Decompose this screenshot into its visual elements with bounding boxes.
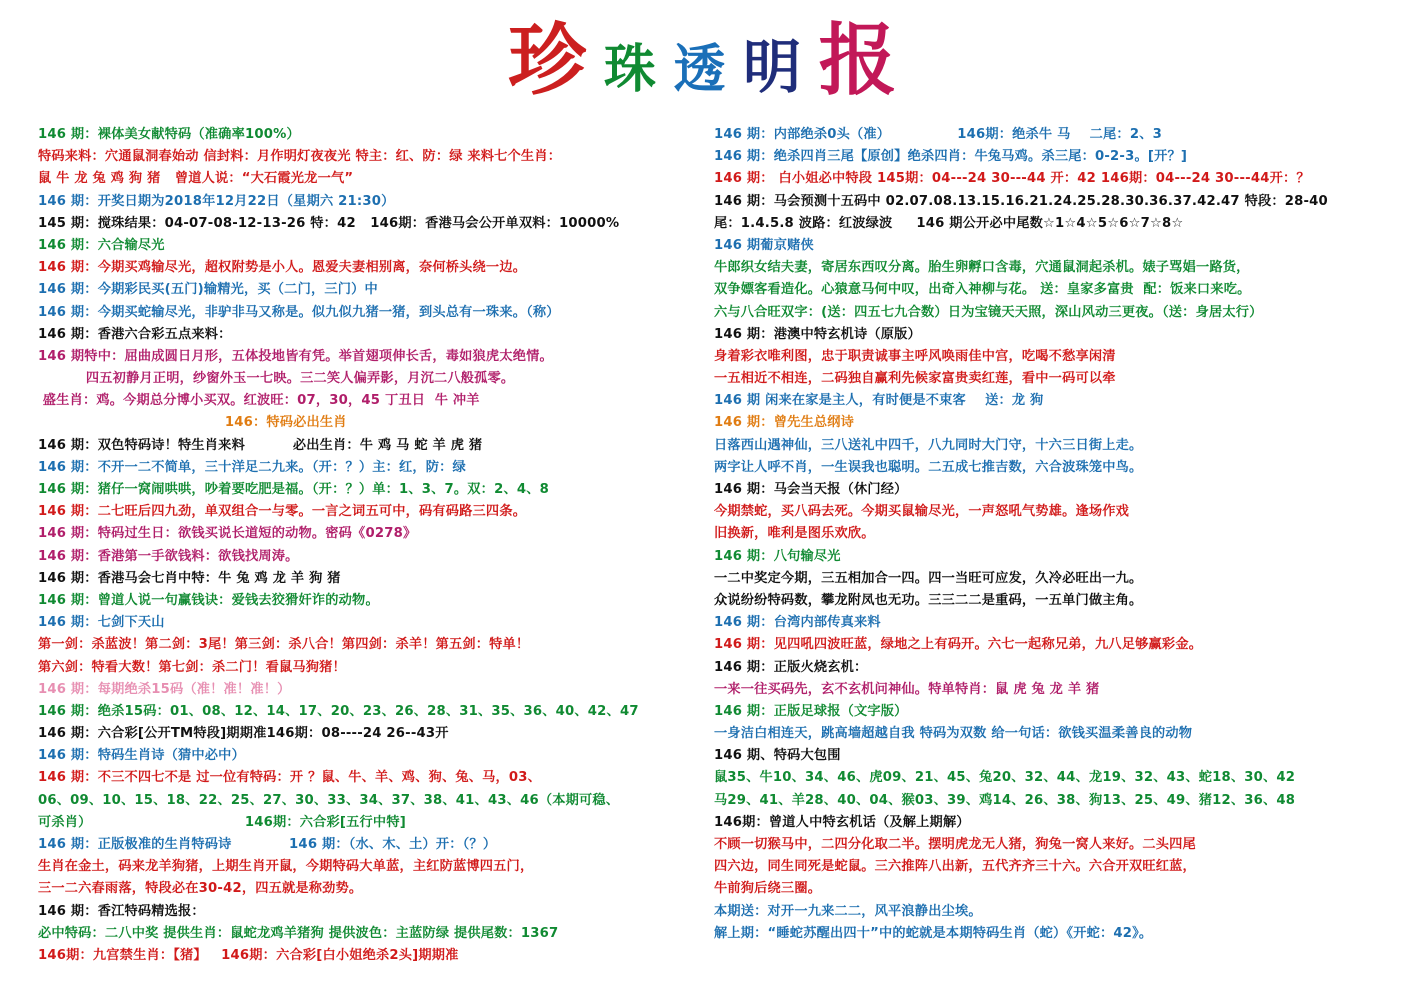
left-text-line: 146：特码必出生肖 <box>38 415 347 431</box>
right-text-line: 牛郎织女结夫妻，寄居东西叹分离。胎生卵孵口含毒，穴通鼠洞起杀机。婊子骂娼一路货， <box>714 260 1250 276</box>
right-text-line: 146 期：八句输尽光 <box>714 548 841 564</box>
left-text-line: 可杀肖） 146期：六合彩[五行中特] <box>38 814 406 830</box>
left-text-line: 特码来料：穴通鼠洞春始动 信封料：月作明灯夜夜光 特主：红、防：绿 来料七个生肖： <box>38 149 562 165</box>
right-text-line: 两字让人呼不肖，一生误我也聪明。二五成七推吉数，六合波珠笼中鸟。 <box>714 459 1143 475</box>
right-text-line: 马29、41、羊28、40、04、猴03、39、鸡14、26、38、狗13、25、49、猪12、36、48 <box>714 792 1296 808</box>
right-text-line: 本期送：对开一九来二二，风平浪静出尘埃。 <box>714 903 982 919</box>
left-text-line: 146 期：今期买蛇输尽光，非驴非马又称是。似九似九猪一猪，到头总有一珠来。（称） <box>38 304 560 320</box>
title-char-5: 报 <box>818 15 897 106</box>
right-text-line: 146 期：内部绝杀0头（准） 146期：绝杀牛 马 二尾：2、3 <box>714 127 1162 142</box>
left-text-line: 146 期：开奖日期为2018年12月22日（星期六 21:30） <box>38 193 395 209</box>
right-text-line: 146 期：台湾内部传真来料 <box>714 615 881 631</box>
right-text-line: 一身洁白相连天，跳高墙超越自我 特码为双数 给一句话：欲钱买温柔善良的动物 <box>714 726 1193 742</box>
right-text-line: 四六边，同生同死是蛇鼠。三六推阵八出新，五代齐齐三十六。六合开双旺红蓝， <box>714 859 1196 875</box>
left-text-line: 146 期：香港第一手欲钱料：欲钱找周涛。 <box>38 548 299 564</box>
left-text-line: 146 期：七剑下天山 <box>38 615 165 631</box>
left-text-line: 146 期：二七旺后四九劲，单双组合一与零。一言之词五可中，码有码路三四条。 <box>38 504 527 520</box>
right-text-line: 解上期：“睡蛇苏醒出四十”中的蛇就是本期特码生肖（蛇）《开蛇：42》。 <box>714 925 1153 941</box>
right-text-line: 146 期：正版足球报（文字版） <box>714 703 908 719</box>
left-text-line: 必中特码：二八中奖 提供生肖：鼠蛇龙鸡羊猪狗 提供波色：主蓝防绿 提供尾数：1367 <box>38 925 559 941</box>
left-text-line: 145 期：搅珠结果：04-07-08-12-13-26 特：42 146期：香港马会公开单双料：10000% <box>38 215 620 231</box>
left-text-line: 146 期：不开一二不简单，三十洋足二九来。（开：？）主：红，防：绿 <box>38 459 466 475</box>
right-text-line: 不顾一切猴马中，二四分化取二半。摆明虎龙无人猪，狗兔一窝人来好。二头四尾 <box>714 837 1196 852</box>
left-text-line: 第六剑：特看大数！第七剑：杀二门！看鼠马狗猪！ <box>38 659 346 675</box>
left-text-line: 鼠 牛 龙 兔 鸡 狗 猪 曾道人说：“大石霞光龙一气” <box>38 171 354 187</box>
right-text-line: 双争嫖客看造化。心猿意马何中叹，出奇入神柳与花。 送：皇家多富贵 配：饭来口来吃。 <box>714 282 1251 298</box>
left-text-line: 146 期：双色特码诗！特生肖来料 必出生肖：牛 鸡 马 蛇 羊 虎 猪 <box>38 437 483 453</box>
right-text-line: 146 期：港澳中特玄机诗（原版） <box>714 326 921 342</box>
left-text-line: 146 期：香港马会七肖中特：牛 兔 鸡 龙 羊 狗 猪 <box>38 570 341 586</box>
left-text-line: 146 期：香江特码精选报： <box>38 903 205 919</box>
right-text-line: 146 期 闲来在家是主人，有时便是不束客 送：龙 狗 <box>714 393 1044 409</box>
right-text-line: 牛前狗后绕三圈。 <box>714 881 822 897</box>
left-text-line: 146 期：裸体美女献特码（准确率100%） <box>38 127 300 142</box>
right-text-line: 尾：1.4.5.8 波路：红波绿波 146 期公开必中尾数☆1☆4☆5☆6☆7☆8☆ <box>714 215 1184 231</box>
right-text-line: 旧换新，唯利是图乐欢欣。 <box>714 526 875 542</box>
left-text-line: 146 期：六合输尽光 <box>38 237 165 253</box>
masthead-title <box>0 15 1405 106</box>
left-text-line: 146 期：今期买鸡输尽光，超权附势是小人。恩爱夫妻相别离，奈何桥头绕一边。 <box>38 260 527 276</box>
right-text-line: 146 期：绝杀四肖三尾【原创】绝杀四肖：牛兔马鸡。杀三尾：0-2-3。[开？] <box>714 149 1188 165</box>
title-char-3: 透 <box>673 39 726 100</box>
left-text-line: 盛生肖：鸡。今期总分博小买双。红波旺：07，30，45 丁丑日 牛 冲羊 <box>38 393 480 409</box>
left-text-line: 146 期：六合彩[公开TM特段]期期准146期：08----24 26--43开 <box>38 726 449 742</box>
left-text-line: 146 期：绝杀15码：01、08、12、14、17、20、23、26、28、31、35、36、40、42、47 <box>38 703 639 719</box>
title-char-1: 珍 <box>508 15 587 106</box>
left-text-line: 06、09、10、15、18、22、25、27、30、33、34、37、38、41、43、46（本期可稳、 <box>38 792 620 808</box>
left-text-line: 146 期：正版极准的生肖特码诗 146 期：（水、木、土）开：（？） <box>38 837 497 852</box>
right-text-line: 身着彩衣唯利图，忠于职责诚事主呼风唤雨佳中宫，吃喝不愁享闲清 <box>714 348 1116 364</box>
right-text-line: 146期：曾道人中特玄机话（及解上期解） <box>714 814 970 830</box>
left-text-line: 三一二六春雨落，特段必在30-42，四五就是称劲势。 <box>38 881 363 897</box>
left-text-line: 146 期：香港六合彩五点来料： <box>38 326 232 342</box>
title-char-2: 珠 <box>603 39 656 100</box>
left-text-line: 生肖在金土，码来龙羊狗猪，上期生肖开鼠，今期特码大单蓝，主红防蓝博四五门， <box>38 859 534 875</box>
right-text-line: 众说纷纷特码数，攀龙附凤也无功。三三二二是重码，一五单门做主角。 <box>714 592 1143 608</box>
right-text-line: 146 期：马会预测十五码中 02.07.08.13.15.16.21.24.25.28.30.36.37.42.47 特段：28-40 <box>714 193 1328 209</box>
right-text-line: 六与八合旺双字：(送：四五七九合数）日为宝镜天天照，深山风动三更夜。（送：身居太行） <box>714 304 1263 320</box>
title-char-4: 明 <box>743 33 802 101</box>
left-text-line: 146 期：不三不四七不是 过一位有特码：开 ？鼠、牛、羊、鸡、狗、兔、马，03、 <box>38 770 542 786</box>
left-text-line: 146 期：每期绝杀15码（准！准！准！） <box>38 681 291 697</box>
left-text-line: 146 期特中：屈曲成圆日月形，五体投地皆有凭。举首翅项伸长舌，毒如狼虎太绝情。 <box>38 348 553 364</box>
right-text-line: 146 期：曾先生总纲诗 <box>714 415 855 431</box>
left-text-line: 146 期：猪仔一窝闹哄哄，吵着要吃肥是福。（开：？）单：1、3、7。双：2、4、8 <box>38 482 549 497</box>
left-text-line: 146 期：曾道人说一句赢钱诀：爱钱去狡猾奸诈的动物。 <box>38 592 379 608</box>
right-column <box>714 124 1394 945</box>
right-text-line: 146 期：见四吼四波旺蓝，绿地之上有码开。六七一起称兄弟，九八足够赢彩金。 <box>714 637 1203 653</box>
right-text-line: 鼠35、牛10、34、46、虎09、21、45、兔20、32、44、龙19、32、43、蛇18、30、42 <box>714 770 1296 786</box>
left-text-line: 146期：九宫禁生肖：【猪】 146期：六合彩[白小姐绝杀2头]期期准 <box>38 947 459 963</box>
right-text-line: 146 期、特码大包围 <box>714 748 841 764</box>
right-text-line: 146 期葡京赌侠 <box>714 237 814 253</box>
right-text-line: 日落西山遇神仙，三八送礼中四千，八九同时大门守，十六三日街上走。 <box>714 437 1143 453</box>
right-text-line: 一五相近不相连，二码独自赢利先候家富贵卖红莲，看中一码可以牵 <box>714 371 1116 387</box>
right-text-line: 146 期：正版火烧玄机： <box>714 659 868 675</box>
right-text-line: 今期禁蛇，买八码去死。今期买鼠输尽光，一声怒吼气势雄。逢场作戏 <box>714 504 1130 520</box>
left-text-line: 146 期：特码过生日：欲钱买说长道短的动物。密码《0278》 <box>38 526 417 542</box>
left-column <box>38 124 678 967</box>
left-text-line: 四五初静月正明，纱窗外玉一七映。三二笑人偏弄影，月沉二八般孤零。 <box>38 371 515 387</box>
right-text-line: 一来一往买码先，玄不玄机问神仙。特单特肖：鼠 虎 兔 龙 羊 猪 <box>714 681 1100 697</box>
left-text-line: 第一剑：杀蓝波！第二剑：3尾！第三剑：杀八合！第四剑：杀羊！第五剑：特单！ <box>38 637 530 653</box>
left-text-line: 146 期：特码生肖诗（猜中必中） <box>38 748 245 764</box>
left-text-line: 146 期：今期彩民买(五门)输精光，买（二门，三门）中 <box>38 282 378 298</box>
right-text-line: 146 期：马会当天报（休门经） <box>714 482 908 497</box>
right-text-line: 一二中奖定今期，三五相加合一四。四一当旺可应发，久冷必旺出一九。 <box>714 570 1143 586</box>
right-text-line: 146 期： 白小姐必中特段 145期：04---24 30---44 开：42 146期：04---24 30---44开：？ <box>714 171 1310 187</box>
